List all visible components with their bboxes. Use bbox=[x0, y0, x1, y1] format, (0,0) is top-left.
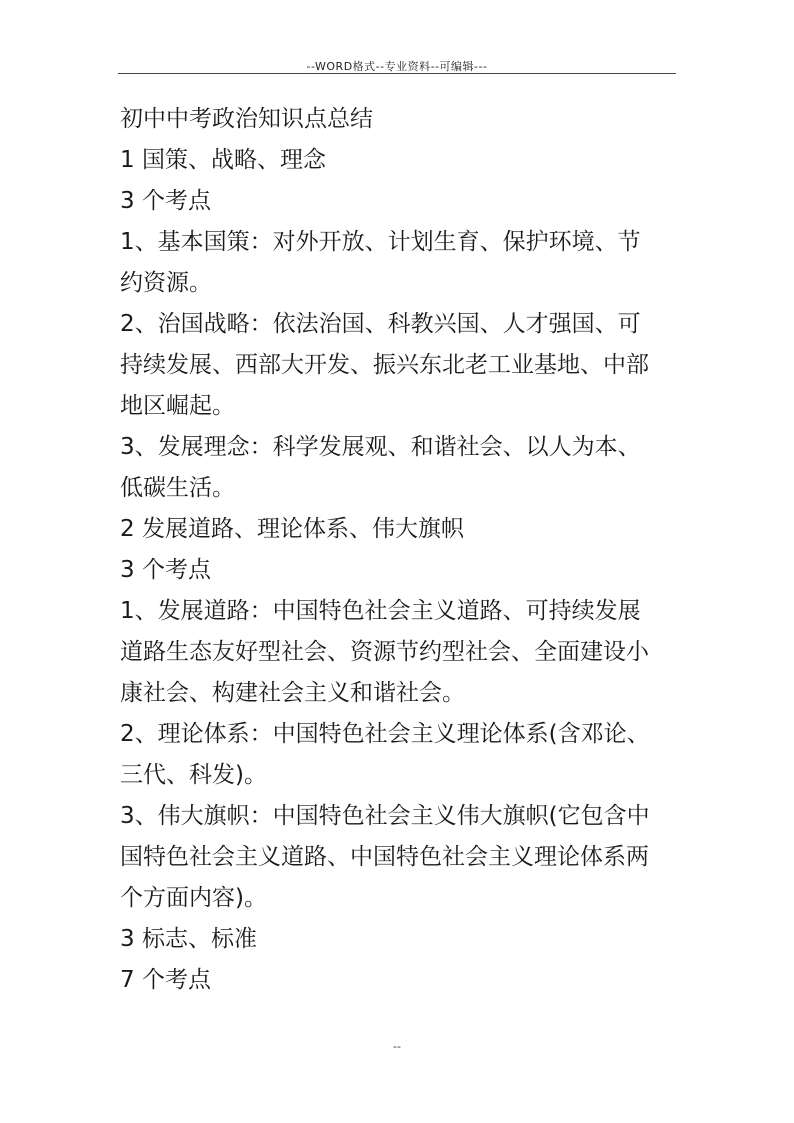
paragraph-line: 三代、科发)。 bbox=[120, 762, 267, 788]
paragraph-line: 2、治国战略：依法治国、科教兴国、人才强国、可 bbox=[120, 311, 641, 337]
section-heading: 3 标志、标准 bbox=[120, 926, 257, 952]
paragraph-line: 2、理论体系：中国特色社会主义理论体系(含邓论、 bbox=[120, 721, 650, 747]
doc-title: 初中中考政治知识点总结 bbox=[120, 106, 373, 132]
point-count: 3 个考点 bbox=[120, 188, 211, 214]
paragraph-line: 地区崛起。 bbox=[120, 393, 235, 419]
section-heading: 1 国策、战略、理念 bbox=[120, 147, 326, 173]
page-footer: -- bbox=[393, 1040, 401, 1053]
paragraph-line: 3、伟大旗帜：中国特色社会主义伟大旗帜(它包含中 bbox=[120, 803, 650, 829]
header-rule bbox=[118, 73, 676, 74]
paragraph-line: 国特色社会主义道路、中国特色社会主义理论体系两 bbox=[120, 844, 649, 870]
document-body bbox=[120, 99, 676, 1001]
paragraph-line: 个方面内容)。 bbox=[120, 885, 267, 911]
paragraph-line: 1、基本国策：对外开放、计划生育、保护环境、节 bbox=[120, 229, 641, 255]
paragraph-line: 道路生态友好型社会、资源节约型社会、全面建设小 bbox=[120, 639, 649, 665]
point-count: 3 个考点 bbox=[120, 557, 211, 583]
paragraph-line: 康社会、构建社会主义和谐社会。 bbox=[120, 680, 465, 706]
paragraph-line: 持续发展、西部大开发、振兴东北老工业基地、中部 bbox=[120, 352, 649, 378]
paragraph-line: 1、发展道路：中国特色社会主义道路、可持续发展 bbox=[120, 598, 641, 624]
page-header: --WORD格式--专业资料--可编辑--- bbox=[306, 60, 488, 73]
section-heading: 2 发展道路、理论体系、伟大旗帜 bbox=[120, 516, 464, 542]
paragraph-line: 3、发展理念：科学发展观、和谐社会、以人为本、 bbox=[120, 434, 641, 460]
point-count: 7 个考点 bbox=[120, 967, 211, 993]
paragraph-line: 低碳生活。 bbox=[120, 475, 235, 501]
paragraph-line: 约资源。 bbox=[120, 270, 212, 296]
